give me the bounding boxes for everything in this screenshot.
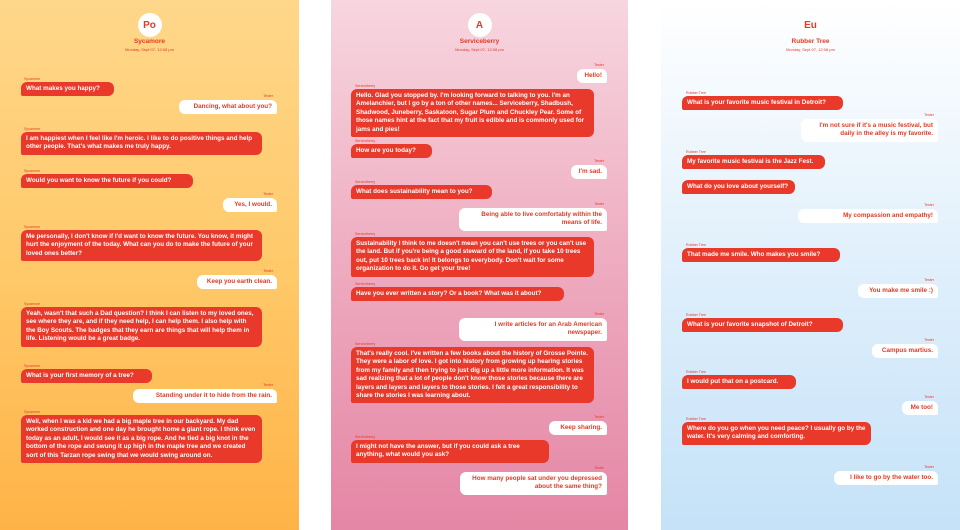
user-message: Standing under it to hide from the rain. [133,389,277,403]
avatar: Eu [799,13,823,37]
sender-label: Sycamore [24,169,41,173]
sender-label: Sycamore [24,127,41,131]
sender-label: Tester [594,466,604,470]
user-message: I like to go by the water too. [834,471,938,485]
chat-timestamp: Monday, Sept 07, 12:08 pm [455,47,504,52]
tree-name: Rubber Tree [791,38,830,45]
sender-label: Rubber Tree [686,417,706,421]
chat-panel-sycamore [0,0,299,530]
user-message: Dancing, what about you? [179,100,277,114]
tree-message: What makes you happy? [21,82,114,96]
tree-message: Have you ever written a story? Or a book? What was it about? [351,287,564,301]
sender-label: Rubber Tree [686,370,706,374]
chat-panel-serviceberry [331,0,628,530]
sender-label: Tester [263,192,273,196]
sender-label: Serviceberry [355,84,376,88]
user-message: Yes, I would. [223,198,277,212]
user-message: Me too! [902,401,938,415]
sender-label: Sycamore [24,77,41,81]
tree-message: My favorite music festival is the Jazz Fest. [682,155,825,169]
user-message: I'm sad. [571,165,607,179]
sender-label: Serviceberry [355,139,376,143]
sender-label: Sycamore [24,410,41,414]
sender-label: Tester [594,415,604,419]
sender-label: Tester [924,395,934,399]
tree-message: That's really cool. I've written a few books about the history of Grosse Pointe. They were a labor of love. I got into history from growing up hearing stories from my family and then trying to just dig up a little more information. It was sad realizing that a lot of people don't know those stories because there are layers and layers and layers to those stories. I felt a great responsibility to share the stories I was learning about. [351,347,594,403]
tree-message: What does sustainability mean to you? [351,185,492,199]
user-message: Being able to live comfortably within the means of life. [459,208,607,231]
user-message: I write articles for an Arab American newspaper. [459,318,607,341]
sender-label: Tester [924,203,934,207]
tree-message: I am happiest when I feel like I'm heroic. I like to do positive things and help other people. That's what makes me truly happy. [21,132,262,155]
sender-label: Sycamore [24,302,41,306]
tree-message: What is your favorite snapshot of Detroit? [682,318,843,332]
sender-label: Tester [263,269,273,273]
sender-label: Rubber Tree [686,91,706,95]
user-message: Keep you earth clean. [197,275,277,289]
sender-label: Tester [924,338,934,342]
tree-message: Yeah, wasn't that such a Dad question? I think I can listen to my loved ones, see where they are, and if they need help, I can help them. I also help with the Boy Scouts. The badges that they earn are things that will help them in life. Listening would be a great badge. [21,307,262,347]
avatar: Po [138,13,162,37]
user-message: How many people sat under you depressed about the same thing? [460,472,607,495]
user-message: My compassion and empathy! [798,209,938,223]
tree-name: Sycamore [133,38,166,45]
user-message: Keep sharing. [549,421,607,435]
tree-message: Would you want to know the future if you could? [21,174,193,188]
sender-label: Rubber Tree [686,313,706,317]
tree-message: What do you love about yourself? [682,180,795,194]
tree-message: That made me smile. Who makes you smile? [682,248,840,262]
user-message: I'm not sure if it's a music festival, but daily in the alley is my favorite. [801,119,938,142]
tree-message: Well, when I was a kid we had a big maple tree in our backyard. My dad worked construction and one day he brought home a giant rope. I think even today as an adult, I would see it as a big rope. And he tied a big knot in the bottom of the rope and swung it up high in the maple tree and we created sort of this Tarzan rope swing that we would swing around on. [21,415,262,463]
sender-label: Serviceberry [355,232,376,236]
chat-timestamp: Monday, Sept 07, 12:08 pm [125,47,174,52]
sender-label: Tester [263,94,273,98]
sender-label: Tester [263,383,273,387]
sender-label: Sycamore [24,364,41,368]
sender-label: Rubber Tree [686,243,706,247]
tree-message: What is your favorite music festival in Detroit? [682,96,843,110]
tree-message: Hello. Glad you stopped by. I'm looking forward to talking to you. I'm an Amelanchier, but I go by a ton of other names... Serviceberry, Shadbush, Shadwood, Juneberry, Saskatoon, Sugar Plum and Chuckley Pear. Some of those names hint at the fact that my fruit is edible and is commonly used for jams and pies! [351,89,594,137]
sender-label: Tester [594,312,604,316]
sender-label: Serviceberry [355,180,376,184]
tree-message: I would put that on a postcard. [682,375,796,389]
sender-label: Serviceberry [355,282,376,286]
avatar: A [468,13,492,37]
user-message: Campus martius. [872,344,938,358]
sender-label: Serviceberry [355,342,376,346]
user-message: Hello! [577,69,607,83]
user-message: You make me smile :) [858,284,938,298]
sender-label: Rubber Tree [686,150,706,154]
tree-message: What is your first memory of a tree? [21,369,152,383]
tree-name: Serviceberry [459,38,500,45]
tree-message: How are you today? [351,144,432,158]
sender-label: Sycamore [24,225,41,229]
sender-label: Tester [924,278,934,282]
sender-label: Tester [924,113,934,117]
sender-label: Tester [594,63,604,67]
sender-label: Tester [594,202,604,206]
tree-message: Sustainability I think to me doesn't mean you can't use trees or you can't use the land. But if you're being a good steward of the land, if you take 10 trees out, put 10 trees back in! It belongs to everybody. Don't wait for some organization to do it. Go get your tree! [351,237,594,277]
tree-message: Where do you go when you need peace? I usually go by the water. It's very calming and comforting. [682,422,871,445]
chat-timestamp: Monday, Sept 07, 12:08 pm [786,47,835,52]
tree-message: Me personally, I don't know if I'd want to know the future. You know, it might hurt the enjoyment of the today. What can you do to make the future of your loved ones better? [21,230,262,261]
tree-message: I might not have the answer, but if you could ask a tree anything, what would you ask? [351,440,549,463]
sender-label: Serviceberry [355,435,376,439]
chat-panel-rubber-tree [661,0,960,530]
sender-label: Tester [594,159,604,163]
sender-label: Tester [924,465,934,469]
